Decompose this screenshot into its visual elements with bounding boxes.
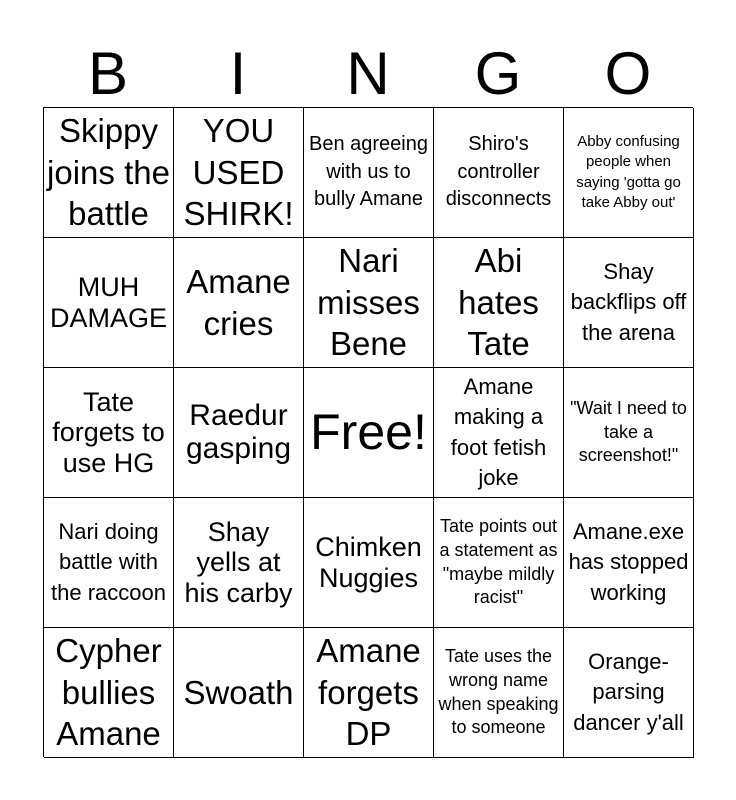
- cell-text: Cypher bullies Amane: [55, 632, 162, 753]
- bingo-cell[interactable]: [44, 628, 174, 758]
- bingo-cell[interactable]: [304, 108, 434, 238]
- bingo-cell[interactable]: [434, 368, 564, 498]
- bingo-cell[interactable]: [304, 628, 434, 758]
- cell-text: Shay backflips off the arena: [570, 258, 687, 345]
- bingo-cell-free[interactable]: [304, 368, 434, 498]
- cell-text: Orange-parsing dancer y'all: [573, 648, 684, 735]
- bingo-cell[interactable]: [564, 628, 694, 758]
- bingo-cell[interactable]: [434, 238, 564, 368]
- cell-text: Nari misses Bene: [317, 242, 420, 363]
- cell-text: "Wait I need to take a screenshot!": [570, 397, 687, 466]
- bingo-cell[interactable]: [174, 498, 304, 628]
- bingo-cell[interactable]: [564, 108, 694, 238]
- bingo-cell[interactable]: [434, 108, 564, 238]
- header-letter-i: I: [229, 40, 247, 107]
- cell-text: Tate forgets to use HG: [52, 387, 165, 478]
- bingo-cell[interactable]: [174, 628, 304, 758]
- bingo-cell[interactable]: [564, 368, 694, 498]
- header-letter-g: G: [474, 40, 522, 107]
- bingo-header: [43, 42, 693, 106]
- cell-text: Amane.exe has stopped working: [568, 518, 689, 605]
- bingo-cell[interactable]: [44, 238, 174, 368]
- cell-text: Amane forgets DP: [316, 632, 421, 753]
- bingo-cell[interactable]: [434, 498, 564, 628]
- cell-text: Abby confusing people when saying 'gotta go take Abby out': [576, 133, 681, 211]
- header-letter-o: O: [604, 40, 652, 107]
- bingo-cell[interactable]: [44, 498, 174, 628]
- cell-text: Amane cries: [186, 262, 291, 342]
- bingo-cell[interactable]: [304, 498, 434, 628]
- cell-text: MUH DAMAGE: [49, 272, 168, 333]
- cell-text: Tate uses the wrong name when speaking to someone: [438, 646, 559, 738]
- cell-text: Skippy joins the battle: [47, 112, 170, 233]
- bingo-cell[interactable]: [564, 238, 694, 368]
- bingo-cell[interactable]: [174, 108, 304, 238]
- cell-text: Shiro's controller disconnects: [445, 133, 552, 211]
- header-letter-b: B: [87, 40, 129, 107]
- cell-text: Amane making a foot fetish joke: [450, 373, 547, 490]
- bingo-board: [43, 107, 693, 757]
- bingo-cell[interactable]: [44, 108, 174, 238]
- cell-text: YOU USED SHIRK!: [183, 112, 294, 233]
- cell-text: Nari doing battle with the raccoon: [51, 518, 166, 605]
- bingo-cell[interactable]: [174, 368, 304, 498]
- cell-text: Chimken Nuggies: [315, 532, 422, 593]
- bingo-cell[interactable]: [44, 368, 174, 498]
- bingo-cell[interactable]: [304, 238, 434, 368]
- cell-text: Tate points out a statement as "maybe mildly racist": [439, 516, 558, 608]
- cell-text: Swoath: [183, 673, 294, 711]
- cell-text: Shay yells at his carby: [184, 517, 293, 608]
- cell-text: Ben agreeing with us to bully Amane: [309, 133, 428, 211]
- bingo-cell[interactable]: [434, 628, 564, 758]
- cell-text: Raedur gasping: [185, 399, 292, 465]
- bingo-cell[interactable]: [564, 498, 694, 628]
- bingo-cell[interactable]: [174, 238, 304, 368]
- cell-text: Abi hates Tate: [458, 242, 539, 363]
- header-letter-n: N: [346, 40, 390, 107]
- free-space-text: Free!: [310, 404, 427, 460]
